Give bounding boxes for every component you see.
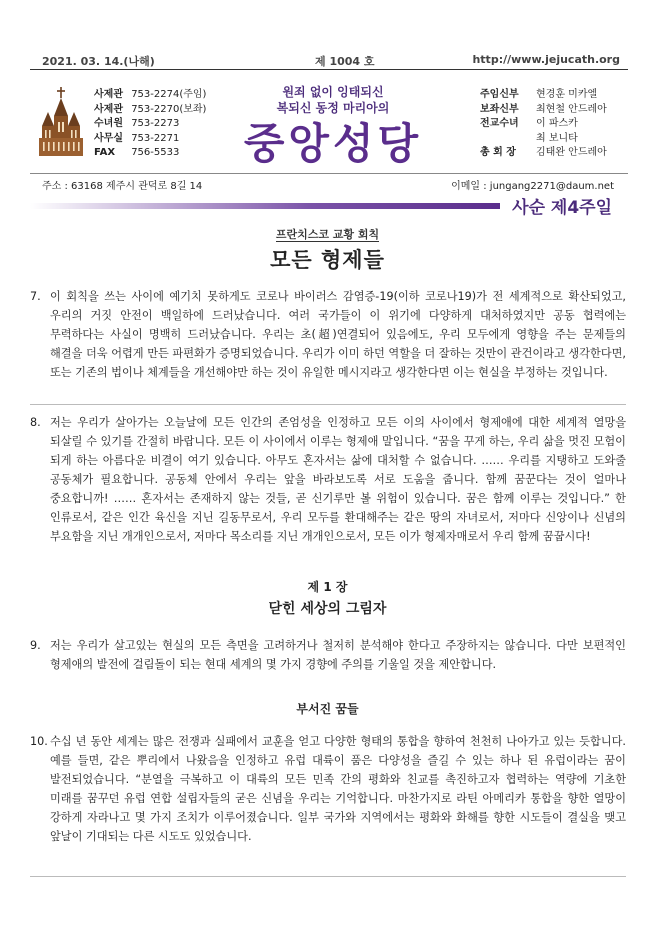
issue-date: 2021. 03. 14.(나해) [42, 55, 155, 68]
masthead [30, 72, 628, 172]
paragraph-number: 7. [30, 290, 41, 303]
email-link[interactable]: 이메일 : jungang2271@daum.net [451, 181, 614, 192]
contact-row: 사제관 753-2270(보좌) [94, 103, 207, 115]
staff-row: 총 회 장 김태완 안드레아 [480, 147, 607, 158]
staff-row: 전교수녀 이 파스카 [480, 118, 578, 129]
contact-list [94, 88, 206, 161]
masthead-subtitle-1: 원죄 없이 잉태되신 [282, 85, 384, 99]
paragraph-text: 저는 우리가 살아가는 오늘날에 모든 인간의 존엄성을 인정하고 모든 이의 사이에서 형제애에 대한 세계적 열망을 되살릴 수 있기를 간절히 바랍니다. 모든 이 사이에서 이루는 형제애 말입니다. “꿈을 꾸게 하는, 우리 삶을 멋진 모험이 되게 하는 아름다운 비결이 여기 있습니다. 아무도 혼자서는 삶에 대처할 수 없습니다. …… 우리를 지탱하고 도와줄 공동체가 필요합니다. 공동체 안에서 우리는 앞을 바라보도록 서로 도움을 줍니다. 함께 꿈꾼다는 것이 얼마나 중요합니까! …… 혼자서는 존재하지 않는 것들, 곧 신기루만 볼 위험이 있습니다. 꿈은 함께 이루는 것입니다.” 한 인류로서, 같은 인간 육신을 지닌 길동무로서, 우리 모두를 환대해주는 같은 땅의 자녀로서, 저마다 신앙이나 신념의 부요함을 지닌 개개인으로서, 저마다 목소리를 지닌 개개인으로서, 모든 이가 형제자매로서 우리 함께 꿈꿉시다! [50, 416, 626, 543]
paragraph-number: 10. [30, 735, 48, 748]
contact-row: FAX 756-5533 [94, 147, 180, 158]
contact-row: 사제관 753-2274(주임) [94, 89, 207, 100]
website-link[interactable]: http://www.jejucath.org [472, 53, 620, 66]
paragraph-text: 저는 우리가 살고있는 현실의 모든 측면을 고려하거나 철저히 분석해야 한다고 주장하지는 않습니다. 다만 보편적인 형제애의 발전에 걸림돌이 되는 현대 세계의 몇 가지 경향에 주의를 기울일 것을 제안합니다. [50, 639, 626, 671]
address-text: 주소 : 63168 제주시 관덕로 8길 14 [42, 181, 203, 192]
paragraph-9 [30, 636, 626, 674]
staff-row: 보좌신부 최현철 안드레아 [480, 103, 607, 115]
contact-row: 수녀원 753-2273 [94, 118, 180, 129]
masthead-title: 중앙성당 [243, 119, 423, 168]
staff-row: 주임신부 현경훈 미카엘 [480, 89, 598, 100]
document-title: 모든 형제들 [270, 248, 385, 272]
masthead-center [208, 84, 458, 170]
chapter-label: 제 1 장 [307, 580, 348, 594]
section-title: 부서진 꿈들 [296, 702, 359, 716]
top-bar [30, 51, 628, 70]
staff-row: 최 보니타 [536, 132, 578, 144]
divider [30, 876, 626, 877]
address-bar [30, 173, 628, 190]
church-icon [38, 86, 84, 158]
contact-row: 사무실 753-2271 [94, 132, 180, 144]
paragraph-10 [30, 732, 626, 846]
masthead-subtitle-2: 복되신 동정 마리아의 [276, 101, 390, 115]
divider [30, 404, 626, 405]
chapter-title: 닫힌 세상의 그림자 [268, 601, 387, 617]
paragraph-8 [30, 413, 626, 546]
gradient-band [30, 203, 500, 209]
paragraph-number: 9. [30, 639, 41, 652]
staff-list [480, 88, 607, 161]
paragraph-text: 이 회칙을 쓰는 사이에 예기치 못하게도 코로나 바이러스 감염증-19(이하 코로나19)가 전 세계적으로 확산되었고, 우리의 거짓 안전이 백일하에 드러났습니다. 여러 국가들이 이 위기에 다양하게 대처하였지만 공동 협력에는 무력하다는 사실이 명백히 드러났습니다. 우리는 초(超)연결되어 있음에도, 우리 모두에게 영향을 주는 문제들의 해결을 더욱 어렵게 만든 파편화가 증명되었습니다. 우리가 이미 하던 역할을 더 잘하는 것만이 관건이라고 생각한다면, 또는 기존의 법이나 체계들을 개선해야만 하는 것이 유일한 메시지라고 생각한다면 이는 현실을 부정하는 것입니다. [50, 290, 626, 379]
paragraph-number: 8. [30, 416, 41, 429]
issue-number: 제 1004 호 [315, 55, 375, 68]
liturgical-day: 사순 제4주일 [512, 198, 612, 218]
document-subtitle: 프란치스코 교황 회칙 [275, 228, 380, 241]
paragraph-text: 수십 년 동안 세계는 많은 전쟁과 실패에서 교훈을 얻고 다양한 형태의 통합을 향하여 천천히 나아가고 있는 듯합니다. 예를 들면, 같은 뿌리에서 나왔음을 인정하고 유럽 대륙이 품은 다양성을 즐길 수 있는 하나 된 유럽이라는 꿈이 발전되었습니다. “분열을 극복하고 이 대륙의 모든 민족 간의 평화와 친교를 촉진하고자 협력하는 역량에 기초한 미래를 꿈꾸던 유럽 연합 설립자들의 굳은 신념을 우리는 기억합니다. 마찬가지로 라틴 아메리카 통합을 향한 열망이 강하게 자라나고 몇 가지 조치가 이루어졌습니다. 일부 국가와 지역에서는 평화와 화해를 향한 시도들이 결실을 맺고 앞날이 기대되는 다른 시도도 있었습니다. [50, 735, 626, 843]
paragraph-7 [30, 287, 626, 382]
